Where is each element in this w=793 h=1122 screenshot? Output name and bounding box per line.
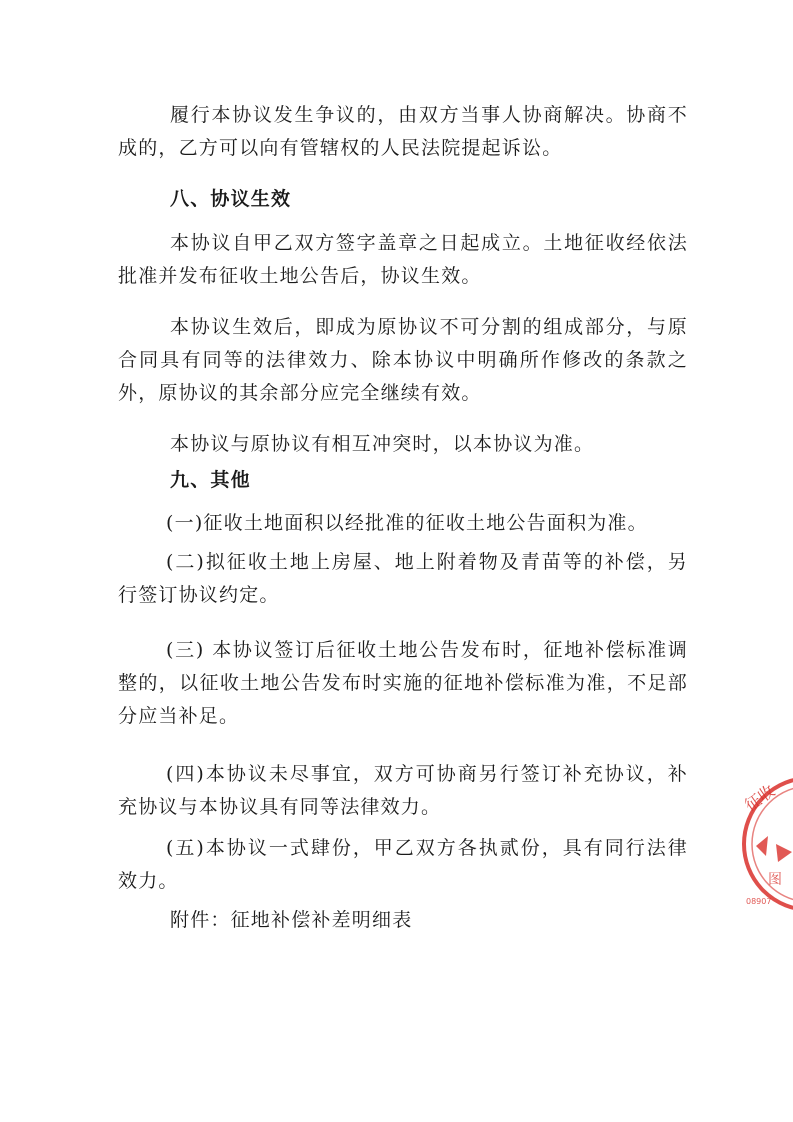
seal-stamp-icon xyxy=(738,766,793,916)
paragraph-effect-3: 本协议与原协议有相互冲突时，以本协议为准。 xyxy=(170,433,595,455)
section-heading-8: 八、协议生效 xyxy=(170,188,292,210)
clause-3: (三) 本协议签订后征收土地公告发布时，征地补偿标准调整的，以征收土地公告发布时实施的征地补偿标准为准，不足部分应当补足。 xyxy=(118,639,688,727)
paragraph-dispute: 履行本协议发生争议的，由双方当事人协商解决。协商不成的，乙方可以向有管辖权的人民法院提起诉讼。 xyxy=(118,104,688,159)
clause-2: (二)拟征收土地上房屋、地上附着物及青苗等的补偿，另行签订协议约定。 xyxy=(118,551,688,606)
svg-text:图: 图 xyxy=(768,872,782,888)
clause-5: (五)本协议一式肆份，甲乙双方各执贰份，具有同行法律效力。 xyxy=(118,837,688,892)
attachment-note: 附件：征地补偿补差明细表 xyxy=(170,909,413,931)
section-heading-9: 九、其他 xyxy=(170,469,251,491)
svg-text:08907: 08907 xyxy=(746,897,772,906)
paragraph-effect-1: 本协议自甲乙双方签字盖章之日起成立。土地征收经依法批准并发布征收土地公告后，协议生效。 xyxy=(118,232,688,287)
clause-4: (四)本协议未尽事宜，双方可协商另行签订补充协议，补充协议与本协议具有同等法律效力。 xyxy=(118,763,688,818)
clause-1: (一)征收土地面积以经批准的征收土地公告面积为准。 xyxy=(166,512,648,534)
paragraph-effect-2: 本协议生效后，即成为原协议不可分割的组成部分，与原合同具有同等的法律效力、除本协议中明确所作修改的条款之外，原协议的其余部分应完全继续有效。 xyxy=(118,316,688,404)
svg-text:征收: 征收 xyxy=(741,781,779,816)
